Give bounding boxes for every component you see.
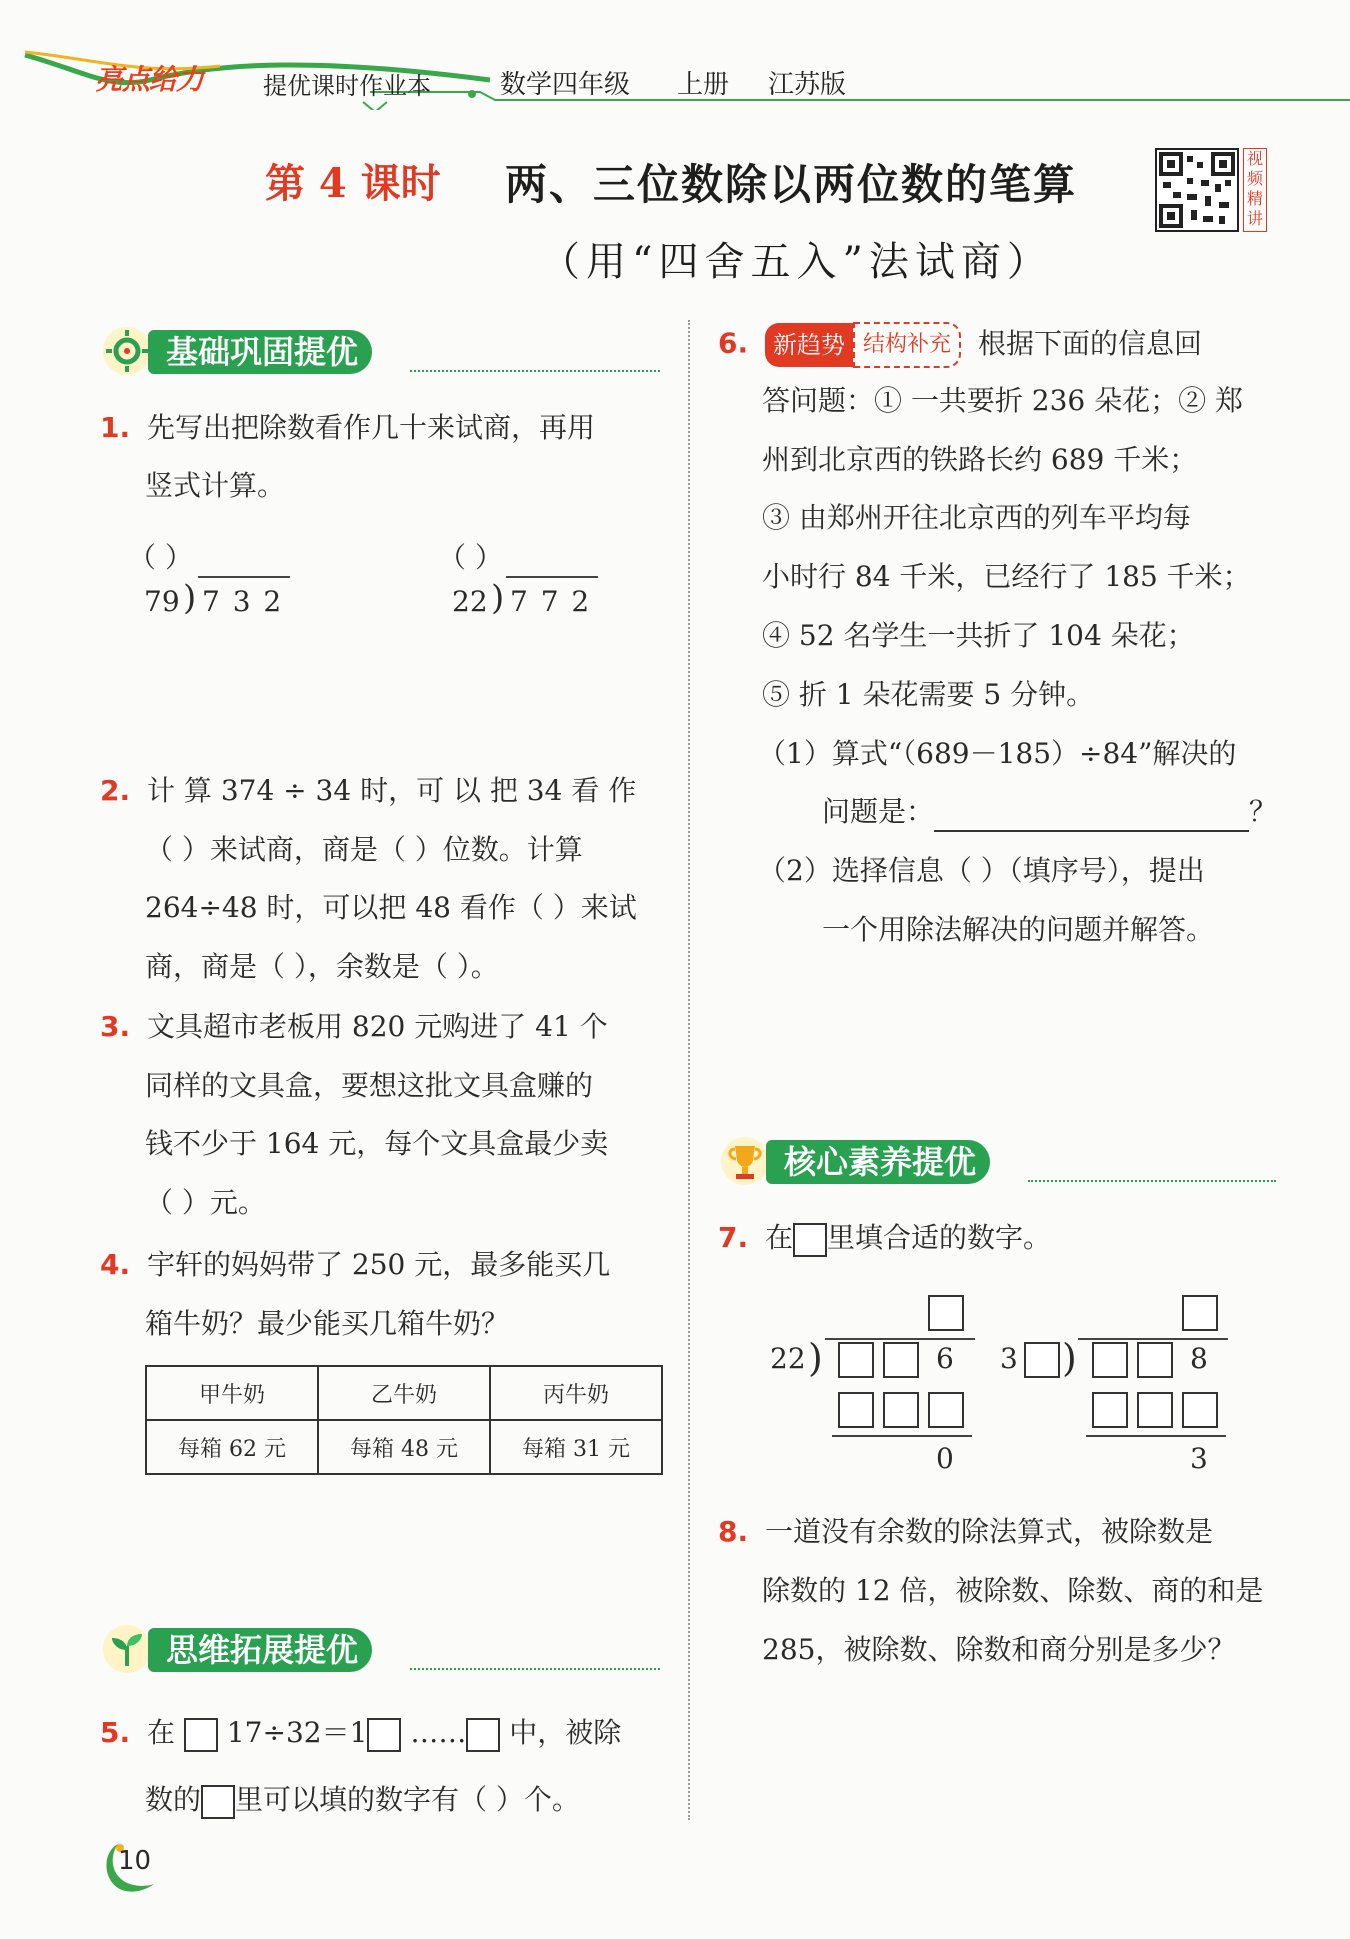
- table-header-cell: 乙牛奶: [318, 1366, 490, 1420]
- table-header-cell: 丙牛奶: [490, 1366, 662, 1420]
- q5-blank-box-1[interactable]: [184, 1718, 218, 1752]
- q1-division-a-paren: （ ）: [128, 541, 193, 574]
- q7-text-a: 在: [765, 1221, 794, 1254]
- q8-text3: 285，被除数、除数和商分别是多少？: [762, 1633, 1236, 1666]
- q1-division-a-divisor: 79: [144, 585, 180, 618]
- trophy-icon: [718, 1134, 772, 1188]
- q6-part2-text-a: （2）选择信息（ ）（填序号），提出: [758, 854, 1205, 887]
- section-core-banner: [718, 1140, 1276, 1184]
- q8-text1: 一道没有余数的除法算式，被除数是: [765, 1515, 1214, 1548]
- q7-left-divisor: 22: [770, 1342, 806, 1375]
- table-header-row: [146, 1366, 662, 1420]
- q3-text2: 同样的文具盒，要想这批文具盒赚的: [145, 1069, 594, 1102]
- q6-text2: 答问题：① 一共要折 236 朵花；② 郑: [762, 384, 1244, 417]
- q7-right-division-bar: [1078, 1338, 1228, 1340]
- table-cell: 每箱 62 元: [146, 1420, 318, 1474]
- gear-icon: [100, 324, 154, 378]
- q5-text-b: 17÷32＝1: [226, 1716, 368, 1749]
- q3-number: 3.: [100, 1010, 131, 1043]
- q6-number: 6.: [718, 326, 749, 360]
- table-row: [146, 1420, 662, 1474]
- q1-number: 1.: [100, 411, 131, 444]
- new-trend-badge: 新趋势: [765, 323, 853, 367]
- q6-part1-text-b: 问题是：: [822, 795, 935, 828]
- q1-text1: 先写出把除数看作几十来试商，再用: [147, 411, 596, 444]
- edition-label: 江苏版: [768, 70, 847, 100]
- q5-text-e: 数的: [145, 1783, 202, 1816]
- q1-division-b-divisor: 22: [452, 585, 488, 618]
- q7-left-quotient-box[interactable]: [928, 1295, 964, 1331]
- q5-number: 5.: [100, 1716, 131, 1749]
- section-basic-banner: [100, 330, 660, 374]
- q2-line1: [100, 771, 636, 811]
- q4-text1: 宇轩的妈妈带了 250 元，最多能买几: [147, 1248, 611, 1281]
- q7-right-divisor-digit: 3: [1000, 1342, 1018, 1375]
- q6-line1: [718, 322, 1202, 368]
- lesson-number: 第 4 课时: [265, 160, 441, 207]
- q6-text4: ③ 由郑州开往北京西的列车平均每: [762, 501, 1191, 534]
- q1-text2: 竖式计算。: [145, 469, 286, 502]
- q6-text1: 根据下面的信息回: [977, 326, 1202, 360]
- q8-line1: [718, 1512, 1213, 1552]
- q7-right-bracket: ): [1062, 1336, 1077, 1380]
- q7-left-dividend-digit: 6: [936, 1342, 954, 1375]
- q3-text3: 钱不少于 164 元，每个文具盒最少卖: [145, 1127, 609, 1160]
- q7-left-product-box-3[interactable]: [928, 1392, 964, 1428]
- seedling-icon: [100, 1622, 154, 1676]
- q7-right-subtract-bar: [1086, 1435, 1226, 1437]
- q7-left-division-bar: [825, 1338, 975, 1340]
- brand-logo: 亮点给力: [95, 63, 204, 96]
- q1-division-b-paren: （ ）: [438, 541, 503, 574]
- q7-right-dividend-digit: 8: [1190, 1342, 1208, 1375]
- q7-left-dividend-box-1[interactable]: [838, 1342, 874, 1378]
- q7-right-dividend-box-2[interactable]: [1137, 1342, 1173, 1378]
- subject-label: 数学四年级: [500, 70, 631, 100]
- q7-example-box: [793, 1223, 827, 1257]
- q4-number: 4.: [100, 1248, 131, 1281]
- q2-text2: （ ）来试商，商是（ ）位数。计算: [145, 833, 583, 866]
- q5-text-d: 中，被除: [509, 1716, 622, 1749]
- q1-division-b-bar: [506, 576, 598, 578]
- q5-blank-box-2[interactable]: [367, 1718, 401, 1752]
- q7-right-product-box-2[interactable]: [1137, 1392, 1173, 1428]
- q7-left-product-box-1[interactable]: [838, 1392, 874, 1428]
- q1-division-b-bracket: ): [491, 578, 505, 618]
- q2-text4: 商，商是（ ），余数是（ ）。: [145, 950, 499, 983]
- q7-right-divisor-box[interactable]: [1024, 1342, 1060, 1378]
- milk-price-table: [145, 1365, 663, 1475]
- q5-line1: [100, 1713, 621, 1753]
- q6-answer-line[interactable]: [934, 800, 1249, 832]
- q5-line2: [145, 1780, 580, 1820]
- q6-text5: 小时行 84 千米，已经行了 185 千米；: [762, 560, 1251, 593]
- q7-right-remainder: 3: [1190, 1442, 1208, 1475]
- q7-left-remainder: 0: [936, 1442, 954, 1475]
- section-core-title: 核心素养提优: [766, 1140, 990, 1184]
- table-header-cell: 甲牛奶: [146, 1366, 318, 1420]
- q2-text3: 264÷48 时，可以把 48 看作（ ）来试: [145, 891, 637, 924]
- q7-right-quotient-box[interactable]: [1182, 1295, 1218, 1331]
- q7-right-product-box-3[interactable]: [1182, 1392, 1218, 1428]
- page-subtitle: （用“四舍五入”法试商）: [540, 239, 1053, 285]
- q7-left-product-box-2[interactable]: [883, 1392, 919, 1428]
- q1-division-a-bar: [198, 576, 290, 578]
- volume-label: 上册: [677, 70, 730, 100]
- q5-blank-box-3[interactable]: [466, 1718, 500, 1752]
- q7-line1: [718, 1218, 1051, 1258]
- page-number: 10: [118, 1846, 152, 1876]
- q6-text3: 州到北京西的铁路长约 689 千米；: [762, 443, 1198, 476]
- q8-text2: 除数的 12 倍，被除数、除数、商的和是: [762, 1574, 1264, 1607]
- q3-line1: [100, 1007, 608, 1047]
- q6-part1-text-c: ？: [1249, 795, 1278, 828]
- q3-text4: （ ）元。: [145, 1186, 266, 1219]
- q8-number: 8.: [718, 1515, 749, 1548]
- q1-division-b-dividend: 7 7 2: [510, 585, 592, 618]
- table-cell: 每箱 31 元: [490, 1420, 662, 1474]
- q6-part1-line: [822, 792, 1277, 832]
- q5-text-c: ……: [410, 1716, 467, 1749]
- q6-part1-text-a: （1）算式“（689－185）÷84”解决的: [758, 737, 1237, 770]
- q7-right-product-box-1[interactable]: [1092, 1392, 1128, 1428]
- q2-number: 2.: [100, 774, 131, 807]
- q4-line1: [100, 1245, 610, 1285]
- q7-text-b: 里填合适的数字。: [827, 1221, 1052, 1254]
- section-basic-title: 基础巩固提优: [148, 330, 372, 374]
- q1-line1: [100, 408, 595, 448]
- q6-text7: ⑤ 折 1 朵花需要 5 分钟。: [762, 678, 1095, 711]
- q7-left-dividend-box-2[interactable]: [883, 1342, 919, 1378]
- q5-blank-box-4[interactable]: [201, 1785, 235, 1819]
- table-cell: 每箱 48 元: [318, 1420, 490, 1474]
- section-thinking-banner: [100, 1628, 660, 1672]
- qr-code-icon[interactable]: [1155, 148, 1239, 232]
- section-thinking-title: 思维拓展提优: [148, 1628, 372, 1672]
- structure-supplement-badge: 结构补充: [853, 322, 961, 368]
- series-name: 提优课时作业本: [263, 72, 431, 100]
- q7-left-bracket: ): [808, 1336, 823, 1380]
- q1-division-a-bracket: ): [183, 578, 197, 618]
- q6-part2-text-b: 一个用除法解决的问题并解答。: [822, 913, 1215, 946]
- q5-text-a: 在: [147, 1716, 176, 1749]
- q1-division-a-dividend: 7 3 2: [202, 585, 284, 618]
- q2-text1: 计 算 374 ÷ 34 时，可 以 把 34 看 作: [147, 774, 637, 807]
- q6-text6: ④ 52 名学生一共折了 104 朵花；: [762, 619, 1195, 652]
- video-lecture-label: 视频精讲: [1243, 148, 1267, 232]
- q4-text2: 箱牛奶？最少能买几箱牛奶？: [145, 1307, 510, 1340]
- page-title: 两、三位数除以两位数的笔算: [505, 160, 1078, 209]
- q3-text1: 文具超市老板用 820 元购进了 41 个: [147, 1010, 608, 1043]
- q7-left-subtract-bar: [832, 1435, 972, 1437]
- q5-text-f: 里可以填的数字有（ ）个。: [235, 1783, 580, 1816]
- q7-number: 7.: [718, 1221, 749, 1254]
- column-divider: [688, 320, 690, 1820]
- q7-right-dividend-box-1[interactable]: [1092, 1342, 1128, 1378]
